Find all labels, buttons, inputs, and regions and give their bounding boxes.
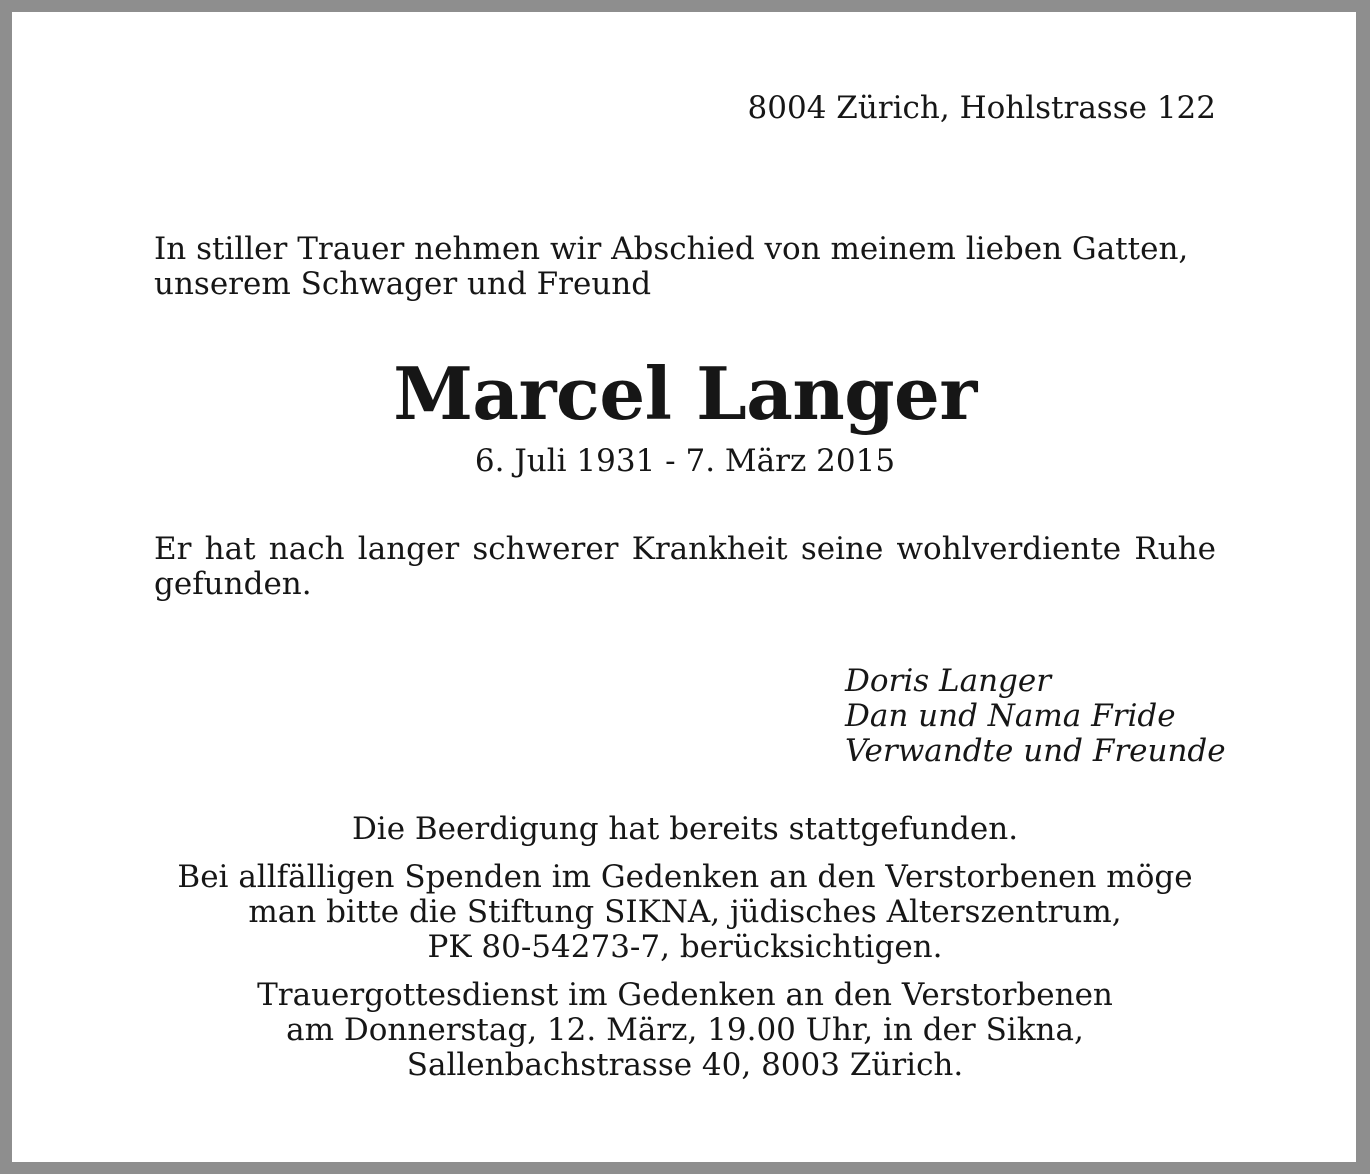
signature-line: Doris Langer — [845, 663, 1052, 699]
burial-note — [12, 812, 1358, 847]
intro-line: In stiller Trauer nehmen wir Abschied von meinem lieben Gatten, — [154, 231, 1189, 267]
message-line: Er hat nach langer schwerer Krankheit seine wohlverdiente Ruhe — [154, 531, 1216, 567]
address: 8004 Zürich, Hohlstrasse 122 — [747, 90, 1216, 126]
signatures — [845, 664, 1226, 769]
donation-note — [12, 860, 1358, 965]
intro-line: unserem Schwager und Freund — [154, 266, 652, 302]
service-note — [12, 978, 1358, 1083]
deceased-name: Marcel Langer — [393, 351, 977, 436]
donation-line: man bitte die Stiftung SIKNA, jüdisches Alterszentrum, — [248, 894, 1122, 930]
signature-line: Dan und Nama Fride — [845, 698, 1176, 734]
donation-line: Bei allfälligen Spenden im Gedenken an den Verstorbenen möge — [177, 859, 1193, 895]
service-line: am Donnerstag, 12. März, 19.00 Uhr, in der Sikna, — [286, 1012, 1084, 1048]
burial-line: Die Beerdigung hat bereits stattgefunden. — [351, 811, 1019, 847]
donation-line: PK 80-54273-7, berücksichtigen. — [427, 929, 943, 965]
intro-text — [154, 232, 1216, 302]
footer-notes — [12, 812, 1358, 1096]
service-line: Trauergottesdienst im Gedenken an den Verstorbenen — [257, 977, 1113, 1013]
signature-line: Verwandte und Freunde — [845, 733, 1226, 769]
obituary-notice — [12, 12, 1356, 1162]
message-line: gefunden. — [154, 566, 312, 602]
message-text — [154, 532, 1216, 602]
life-dates: 6. Juli 1931 - 7. März 2015 — [474, 443, 896, 479]
service-line: Sallenbachstrasse 40, 8003 Zürich. — [406, 1047, 964, 1083]
